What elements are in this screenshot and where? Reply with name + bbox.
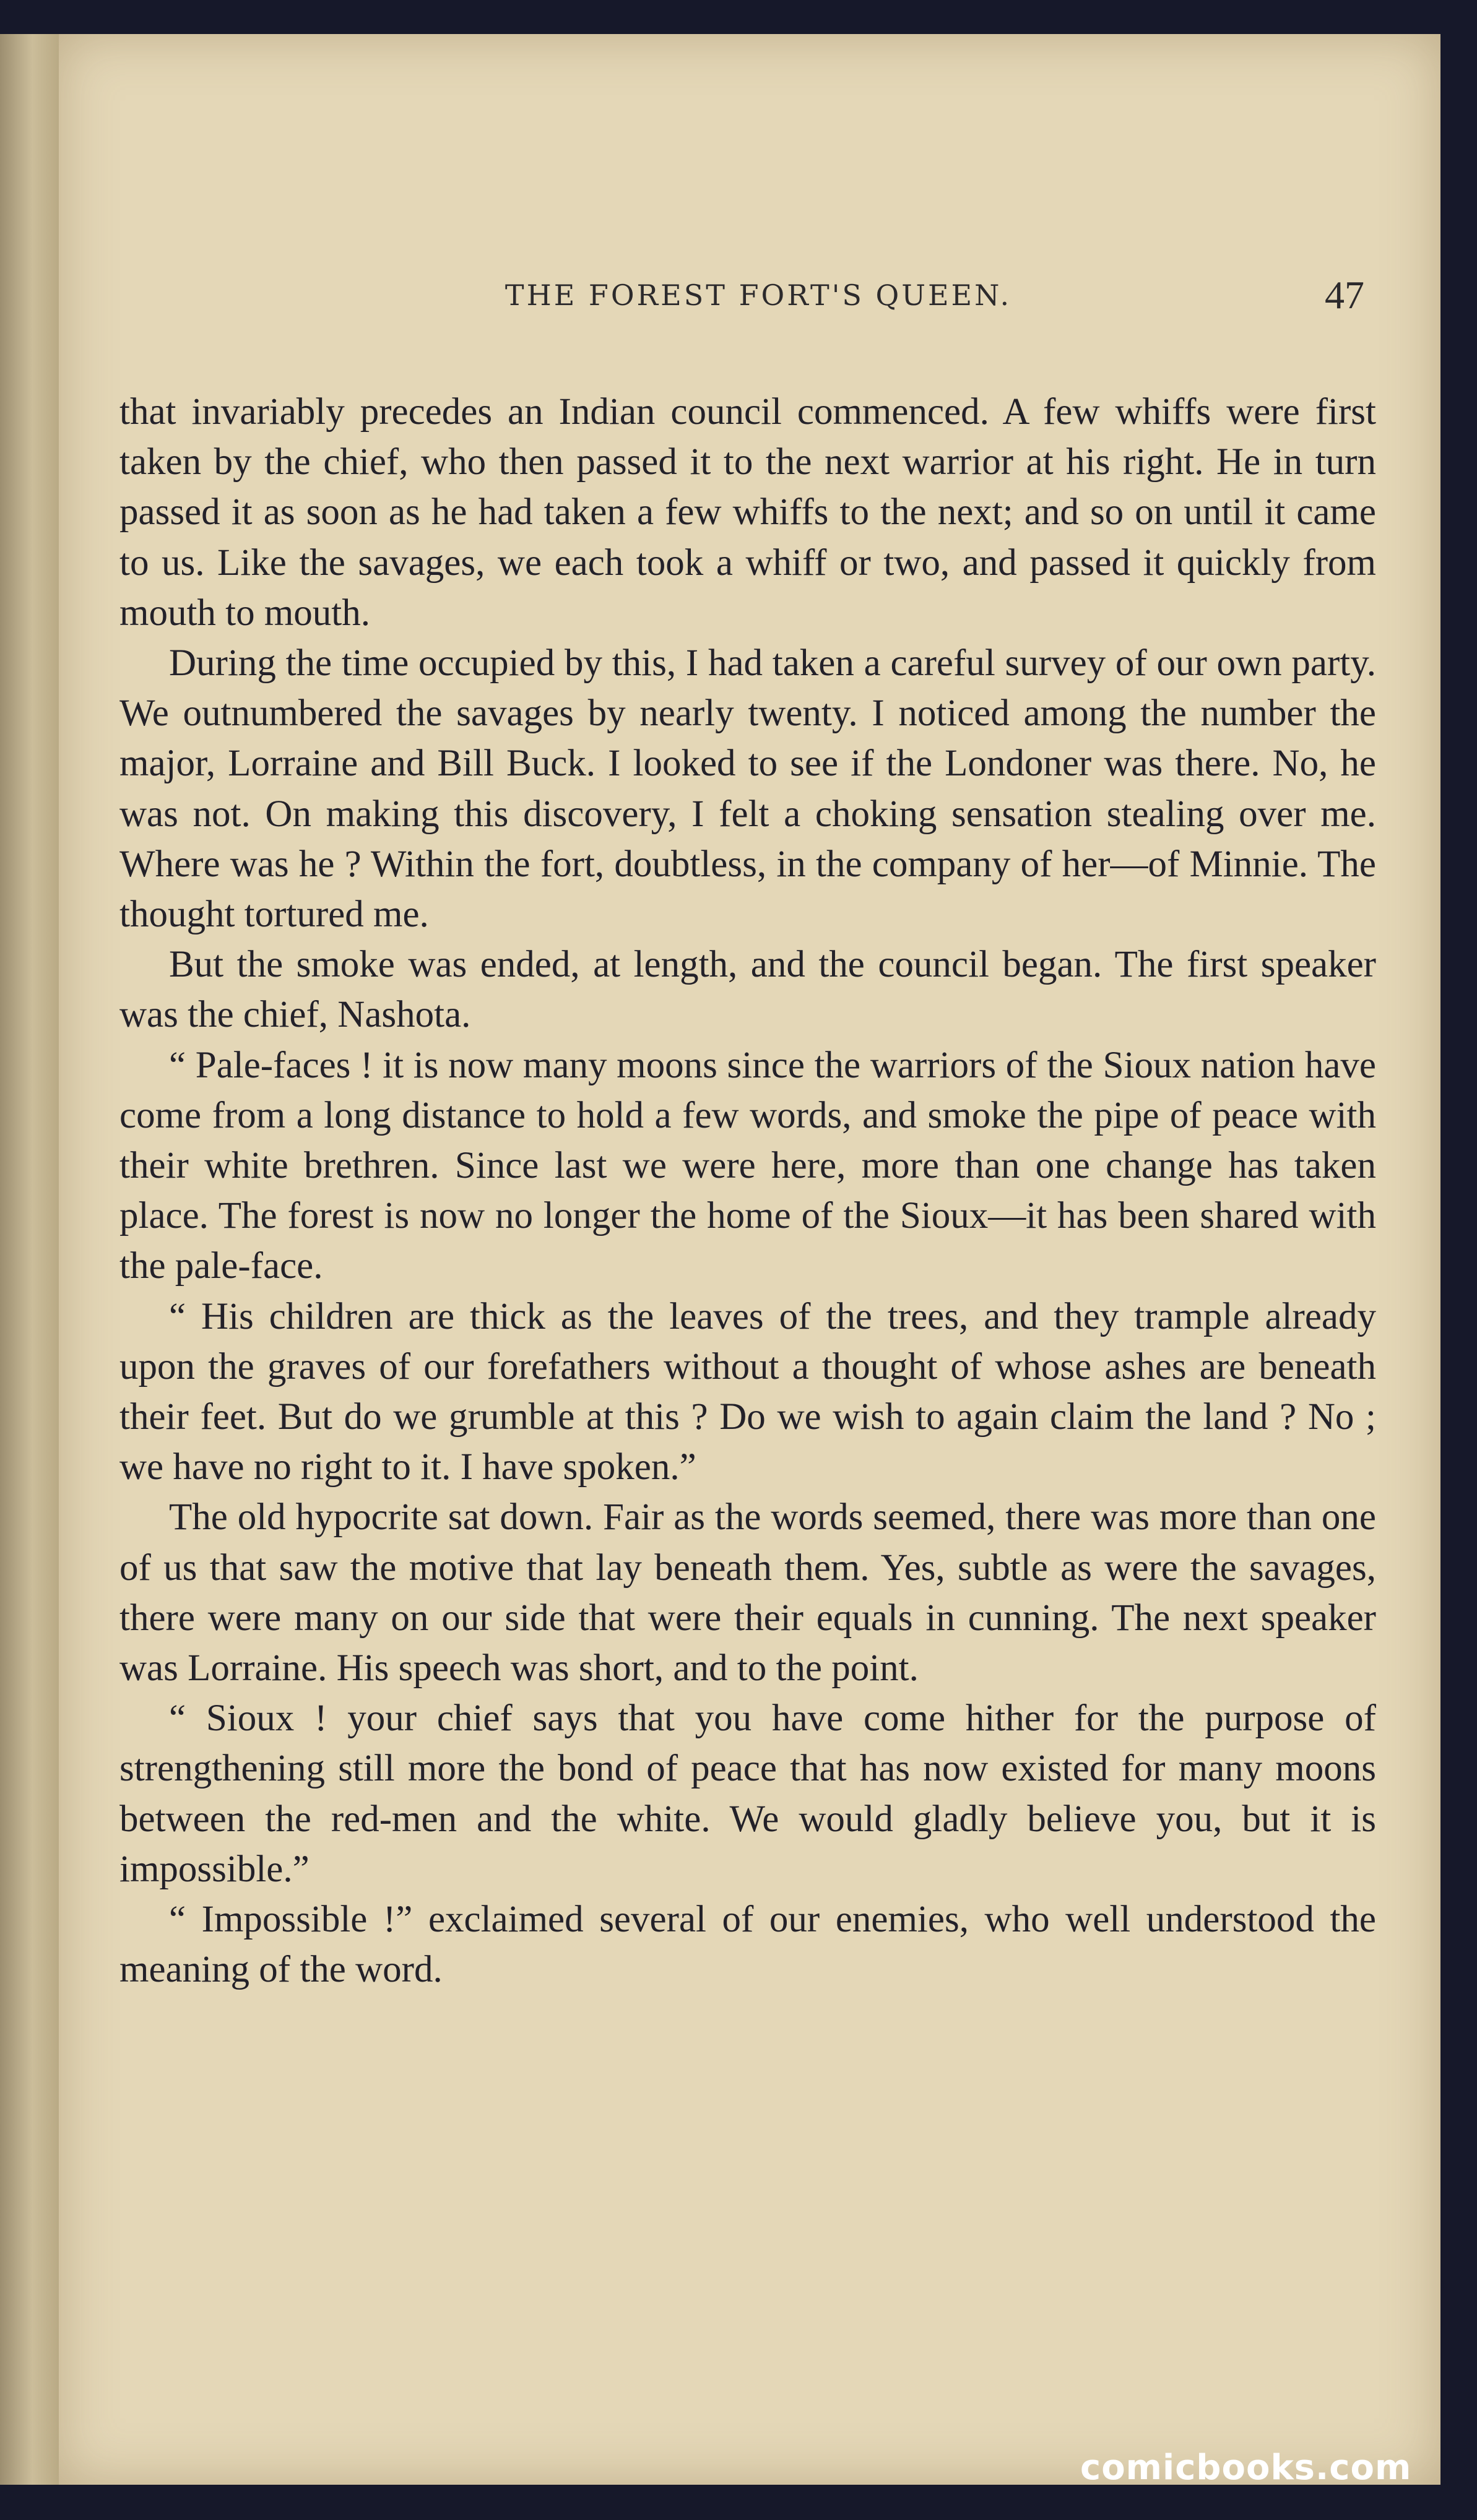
paragraph: “ His children are thick as the leaves of the trees, and they trample already upon the graves of our forefathers without a thought of whose ashes are beneath their feet. But do we grumble at this ? Do we wish to again claim the land ? No ; we have no right to it. I have spoken.” (119, 1295, 1376, 1488)
paragraph: that invariably precedes an Indian council commenced. A few whiffs were first taken by the chief, who then passed it to the next warrior at his right. He in turn passed it as soon as he had taken a few whiffs to the next; and so on until it came to us. Like the savages, we each took a whiff or two, and passed it quickly from mouth to mouth. (119, 391, 1376, 634)
paragraph: During the time occupied by this, I had taken a careful survey of our own party. We outnumbered the savages by nearly twenty. I noticed among the number the major, Lorraine and Bill Buck. I looked to see if the Londoner was there. No, he was not. On making this discovery, I felt a choking sensation stealing over me. Where was he ? Within the fort, doubtless, in the company of her—of Minnie. The thought tortured me. (119, 642, 1376, 936)
paragraph: But the smoke was ended, at length, and the council began. The first speaker was the chief, Nashota. (119, 944, 1376, 1036)
previous-page-edge (0, 34, 63, 2485)
paragraph: “ Pale-faces ! it is now many moons since the warriors of the Sioux nation have come from a long distance to hold a few words, and smoke the pipe of peace with their white brethren. Since last we were here, more than one change has taken place. The forest is now no longer the home of the Sioux—it has been shared with the pale-face. (119, 1044, 1376, 1287)
paragraph: The old hypocrite sat down. Fair as the words seemed, there was more than one of us that saw the motive that lay beneath them. Yes, subtle as were the savages, there were many on our side that were their equals in cunning. The next speaker was Lorraine. His speech was short, and to the point. (119, 1496, 1376, 1689)
book-page (59, 34, 1440, 2485)
page-body (119, 387, 1376, 1995)
running-head: THE FOREST FORT'S QUEEN. (505, 278, 1012, 312)
site-watermark: comicbooks.com (1080, 2448, 1412, 2488)
paragraph: “ Impossible !” exclaimed several of our enemies, who well understood the meaning of the word. (119, 1899, 1376, 1991)
page-number: 47 (1325, 273, 1364, 317)
paragraph: “ Sioux ! your chief says that you have come hither for the purpose of strengthening still more the bond of peace that has now existed for many moons between the red-men and the white. We would gladly believe you, but it is impossible.” (119, 1698, 1376, 1890)
